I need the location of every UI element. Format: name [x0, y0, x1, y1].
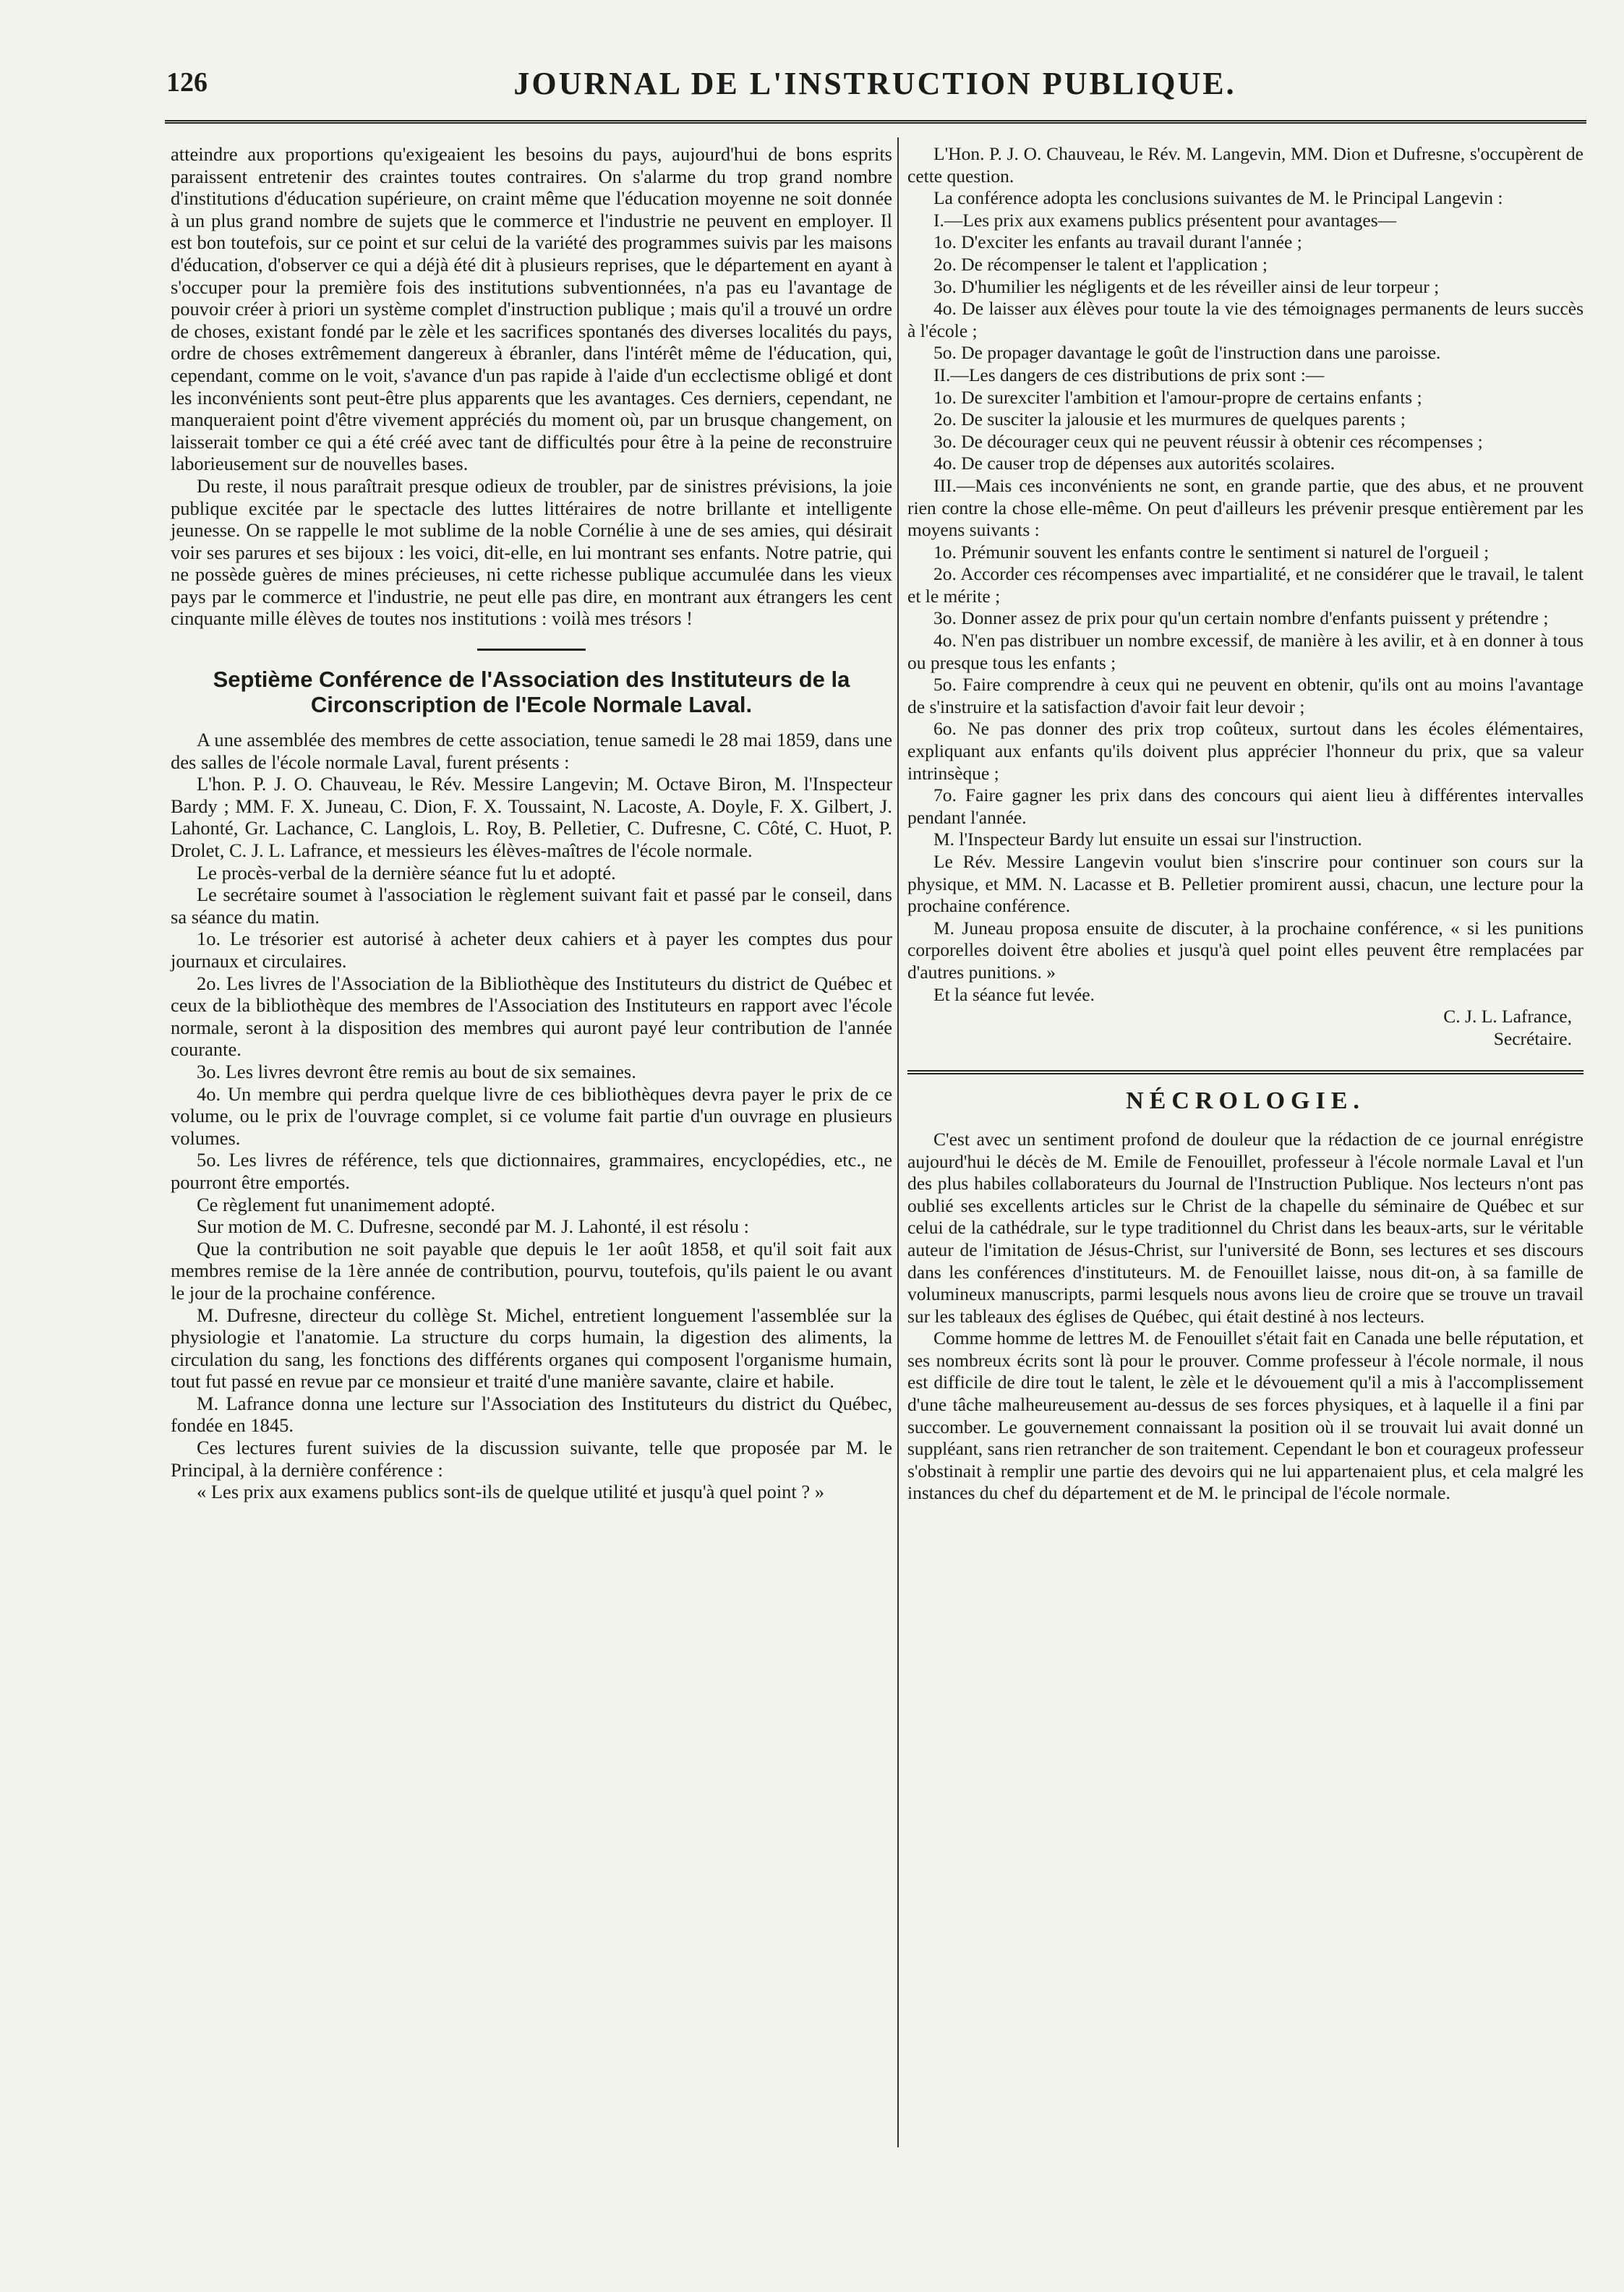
report-paragraph: III.—Mais ces inconvénients ne sont, en grande partie, que des abus, et ne prouvent rien contre la chose elle-même. On peut d'ailleurs les prévenir presque entièrement par les moyens suivants : [907, 474, 1584, 541]
report-paragraph: 1o. Prémunir souvent les enfants contre le sentiment si naturel de l'orgueil ; [933, 541, 1490, 563]
report-paragraph: Le Rév. Messire Langevin voulut bien s'inscrire pour continuer son cours sur la physique, et MM. N. Lacasse et B. Pelletier promirent aussi, chacun, une lecture pour la prochaine conférence. [907, 851, 1584, 917]
report-paragraph: M. Juneau proposa ensuite de discuter, à la prochaine conférence, « si les punitions corporelles doivent être abolies et jusqu'à quel point elles peuvent être remplacées par d'autres punitions. » [907, 917, 1584, 983]
section-paragraph: Ce règlement fut unanimement adopté. [197, 1193, 495, 1215]
intro-paragraph: Du reste, il nous paraîtrait presque odieux de troubler, par de sinistres prévisions, la joie publique excitée par le spectacle des luttes littéraires de notre brillante et intelligente jeunesse. On se rappelle le mot sublime de la noble Cornélie à une de ses amies, qui désirait voir ses parures et ses bijoux : les voici, dit-elle, en lui montrant ses enfants. Notre patrie, qui ne possède guères de mines précieuses, ni cette richesse publique accumulée dans les vieux pays par le commerce et l'industrie, ne peut elle pas dire, en montrant aux étrangers les cent cinquante mille élèves de toutes nos institutions : voilà mes trésors ! [171, 474, 892, 630]
section-paragraph: Ces lectures furent suivies de la discussion suivante, telle que proposée par M. le Principal, à la dernière conférence : [171, 1437, 892, 1481]
necrology-title: NÉCROLOGIE. [1126, 1087, 1365, 1115]
page-header [166, 59, 1584, 110]
report-paragraph: 4o. De causer trop de dépenses aux autorités scolaires. [933, 453, 1335, 474]
section-paragraph: « Les prix aux examens publics sont-ils de quelque utilité et jusqu'à quel point ? » [197, 1481, 825, 1503]
section-paragraph: Le procès-verbal de la dernière séance fut lu et adopté. [197, 861, 616, 884]
section-paragraph: 5o. Les livres de référence, tels que dictionnaires, grammaires, encyclopédies, etc., ne pourront être emportés. [171, 1149, 892, 1193]
section-paragraph: L'hon. P. J. O. Chauveau, le Rév. Messire Langevin; M. Octave Biron, M. l'Inspecteur Bardy ; MM. F. X. Juneau, C. Dion, F. X. Toussaint, N. Lacoste, A. Doyle, F. X. Gilbert, J. Lahonté, Gr. Lachance, C. Langlois, L. Roy, B. Pelletier, C. Dufresne, C. Côté, C. Huot, P. Drolet, C. J. L. Lafrance, et messieurs les élèves-maîtres de l'école normale. [171, 773, 892, 862]
signature-name: C. J. L. Lafrance, [1443, 1006, 1572, 1027]
left-column [171, 143, 892, 1503]
report-paragraph: 4o. N'en pas distribuer un nombre excessif, de manière à les avilir, et à en donner à tous ou presque tous les enfants ; [907, 630, 1584, 673]
report-paragraph: 3o. D'humilier les négligents et de les réveiller ainsi de leur torpeur ; [933, 275, 1440, 297]
report-paragraph: 1o. D'exciter les enfants au travail durant l'année ; [933, 231, 1302, 253]
report-paragraph: 2o. Accorder ces récompenses avec impartialité, et ne considérer que le travail, le talent et le mérite ; [907, 563, 1584, 607]
column-divider [897, 137, 899, 2147]
section-paragraph: 3o. Les livres devront être remis au bout de six semaines. [197, 1060, 636, 1082]
report-paragraph: 7o. Faire gagner les prix dans des concours qui aient lieu à différentes intervalles pendant l'année. [907, 784, 1584, 828]
report-paragraph: Et la séance fut levée. [933, 983, 1095, 1005]
intro-paragraph: atteindre aux proportions qu'exigeaient les besoins du pays, aujourd'hui de bons esprits paraissent entretenir des craintes toutes contraires. On s'alarme du trop grand nombre d'institutions d'éducation supérieure, on craint même que l'éducation moyenne ne soit donnée à un plus grand nombre de sujets que le commerce et l'industrie ne peuvent en employer. Il est bon toutefois, sur ce point et sur celui de la variété des programmes suivis par les maisons d'éducation, d'observer ce qui a déjà été dit à plusieurs reprises, que le département en ayant à s'occuper pour la première fois des institutions subventionnées, n'a pas eu l'avantage de pouvoir créer à priori un système complet d'instruction publique ; mais qu'il a trouvé un ordre de choses, existant fondé par le zèle et les sacrifices spontanés des diverses localités du pays, ordre de choses extrêmement dangereux à ébranler, dans l'intérêt même de l'éducation, qui, cependant, comme on le voit, s'avance d'un pas rapide à l'aide d'un ecclectisme obligé et dont les inconvénients sont peut-être plus apparents que les avantages. Ces derniers, cependant, ne manqueraient point d'être vivement appréciés du moment où, par un brusque changement, on laisserait tomber ce qui a été créé avec tant de difficultés pour être à la peine de reconstruire laborieusement sur de nouvelles bases. [171, 143, 892, 475]
necrology-paragraph: C'est avec un sentiment profond de douleur que la rédaction de ce journal enrégistre aujourd'hui le décès de M. Emile de Fenouillet, professeur à l'école normale Laval et l'un des plus habiles collaborateurs du Journal de l'Instruction Publique. Nos lecteurs n'ont pas oublié ses excellents articles sur le Christ de la chapelle du séminaire de Québec et sur celui de la cathédrale, sur le type traditionnel du Christ dans les beaux-arts, sur le véritable auteur de l'imitation de Jésus-Christ, sur l'université de Bonn, ses lectures et ses discours dans les conférences d'instituteurs. M. de Fenouillet laisse, nous dit-on, à sa famille de volumineux manuscripts, parmi lesquels nous avons lieu de croire que se trouve un travail sur les tableaux des églises de Québec, qui était destiné à nos lecteurs. [907, 1128, 1584, 1327]
section-paragraph: Sur motion de M. C. Dufresne, secondé par M. J. Lahonté, il est résolu : [197, 1215, 749, 1238]
report-paragraph: L'Hon. P. J. O. Chauveau, le Rév. M. Langevin, MM. Dion et Dufresne, s'occupèrent de cette question. [907, 143, 1584, 187]
section-separator [477, 649, 586, 651]
right-column [907, 143, 1584, 1505]
section-paragraph: 2o. Les livres de l'Association de la Bibliothèque des Instituteurs du district de Québec et ceux de la bibliothèque des membres de l'Association des Instituteurs en rapport avec l'école normale, seront à la disposition des membres qui auront payé leur contribution de l'année courante. [171, 972, 892, 1061]
section-paragraph: M. Dufresne, directeur du collège St. Michel, entretient longuement l'assemblée sur la physiologie et l'anatomie. La structure du corps humain, la digestion des aliments, la circulation du sang, les fonctions des différents organes qui composent l'organisme humain, tout fut passé en revue par ce monsieur et traité d'une manière savante, claire et habile. [171, 1304, 892, 1393]
section-paragraph: 1o. Le trésorier est autorisé à acheter deux cahiers et à payer les comptes dus pour journaux et circulaires. [171, 928, 892, 972]
report-paragraph: 2o. De susciter la jalousie et les murmures de quelques parents ; [933, 409, 1406, 430]
signature-title: Secrétaire. [1493, 1027, 1572, 1049]
report-paragraph: 1o. De surexciter l'ambition et l'amour-propre de certains enfants ; [933, 386, 1422, 408]
report-paragraph: II.—Les dangers de ces distributions de prix sont :— [933, 364, 1325, 385]
report-paragraph: 5o. De propager davantage le goût de l'instruction dans une paroisse. [933, 342, 1441, 364]
section-heading: Septième Conférence de l'Association des Instituteurs de la Circonscription de l'Ecole Normale Laval. [213, 667, 850, 718]
journal-title: JOURNAL DE L'INSTRUCTION PUBLIQUE. [513, 66, 1236, 101]
necrology-paragraph: Comme homme de lettres M. de Fenouillet s'était fait en Canada une belle réputation, et ses nombreux écrits sont là pour le prouver. Comme professeur à l'école normale, il nous est difficile de dire tout le talent, le zèle et le dévouement qu'il a mis à l'accomplissement d'une tâche malheureusement au-dessus de ses forces physiques, et à laquelle il a fini par succomber. Le gouvernement connaissant la position où il se trouvait lui avait donné un suppléant, sans rien retrancher de son traitement. Cependant le bon et courageux professeur s'obstinait à remplir une partie des devoirs qui ne lui appartenaient plus, et cela malgré les instances du chef du département et de M. le principal de l'école normale. [907, 1327, 1584, 1504]
section-paragraph: 4o. Un membre qui perdra quelque livre de ces bibliothèques devra payer le prix de ce volume, ou le prix de l'ouvrage complet, si ce volume fait partie d'un ouvrage en plusieurs volumes. [171, 1082, 892, 1149]
report-paragraph: La conférence adopta les conclusions suivantes de M. le Principal Langevin : [933, 187, 1503, 209]
report-paragraph: M. l'Inspecteur Bardy lut ensuite un essai sur l'instruction. [933, 829, 1362, 850]
section-paragraph: M. Lafrance donna une lecture sur l'Association des Instituteurs du district du Québec, fondée en 1845. [171, 1392, 892, 1437]
section-double-rule [907, 1070, 1584, 1074]
report-paragraph: 4o. De laisser aux élèves pour toute la vie des témoignages permanents de leurs succès à l'école ; [907, 298, 1584, 341]
report-paragraph: 3o. Donner assez de prix pour qu'un certain nombre d'enfants puissent y prétendre ; [933, 607, 1549, 629]
section-paragraph: A une assemblée des membres de cette association, tenue samedi le 28 mai 1859, dans une des salles de l'école normale Laval, furent présents : [171, 729, 892, 773]
header-rule [165, 120, 1586, 124]
section-paragraph: Le secrétaire soumet à l'association le règlement suivant fait et passé par le conseil, dans sa séance du matin. [171, 884, 892, 928]
report-paragraph: 3o. De décourager ceux qui ne peuvent réussir à obtenir ces récompenses ; [933, 430, 1483, 452]
report-paragraph: 2o. De récompenser le talent et l'application ; [933, 253, 1268, 275]
report-paragraph: I.—Les prix aux examens publics présentent pour avantages— [933, 209, 1397, 231]
section-paragraph: Que la contribution ne soit payable que depuis le 1er août 1858, et qu'il soit fait aux membres remise de la 1ère année de contribution, pourvu, toutefois, qu'ils paient le ou avant le jour de la prochaine conférence. [171, 1237, 892, 1304]
report-paragraph: 6o. Ne pas donner des prix trop coûteux, surtout dans les écoles élémentaires, expliquant aux enfants qu'ils doivent plus apprécier l'honneur du prix, que sa valeur intrinsèque ; [907, 718, 1584, 784]
report-paragraph: 5o. Faire comprendre à ceux qui ne peuvent en obtenir, qu'ils ont au moins l'avantage de s'instruire et la satisfaction d'avoir fait leur devoir ; [907, 674, 1584, 717]
page-number: 126 [166, 67, 208, 98]
